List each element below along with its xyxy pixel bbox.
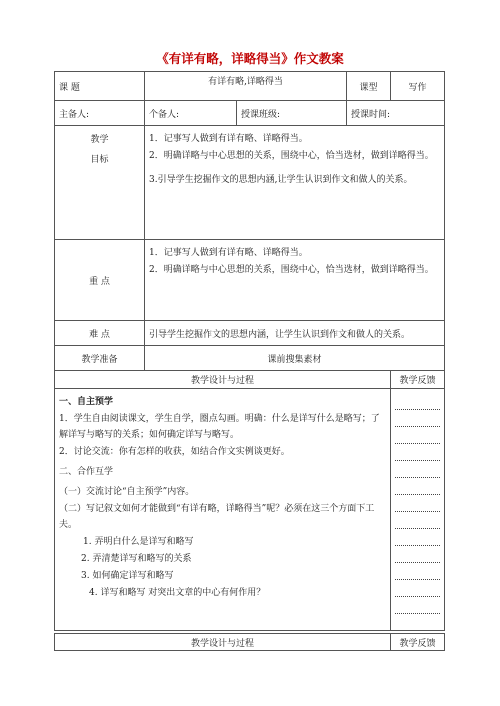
prep-label: 教学准备 xyxy=(55,346,145,371)
paragraph: （二）写记叙文如何才能做到“有详有略，详略得当”呢？必须在这三个方面下工夫。 xyxy=(59,504,375,530)
time-label: 授课时间: xyxy=(347,101,445,126)
feedback-area xyxy=(391,389,445,631)
document-title: 《有详有略，详略得当》作文教案 xyxy=(156,51,344,66)
prep-row xyxy=(55,346,445,371)
lesson-plan-table xyxy=(54,71,445,631)
feedback-line xyxy=(395,495,440,512)
design-header-row xyxy=(55,371,445,389)
design-content-row xyxy=(55,389,445,631)
goals-label-line2: 目标 xyxy=(90,155,109,165)
feedback-line xyxy=(395,512,440,529)
chief-prep-label: 主备人: xyxy=(55,101,145,126)
difficulty-row xyxy=(55,321,445,346)
individual-prep-label: 个备人: xyxy=(145,101,237,126)
topic-row xyxy=(55,72,445,101)
goals-label-line1: 教学 xyxy=(90,135,109,145)
class-label: 授课班级: xyxy=(237,101,347,126)
prep-persons-row xyxy=(55,101,445,126)
feedback-line xyxy=(395,410,440,427)
feedback-line xyxy=(395,461,440,478)
feedback-line xyxy=(395,427,440,444)
section-heading: 一、自主预学 xyxy=(59,397,114,407)
goals-content xyxy=(145,126,445,240)
topic-label: 课 题 xyxy=(55,72,145,101)
list-item: 4. 详写和略写 对突出文章的中心有何作用？ xyxy=(89,588,266,598)
design-content xyxy=(55,389,391,631)
next-page-table xyxy=(54,633,445,651)
feedback-line xyxy=(395,478,440,495)
paragraph: 1．学生自由阅读课文，学生自学，圈点勾画。明确：什么是详写什么是略写；了解详写与略写的关系；如何确定详写与略写。 xyxy=(59,414,380,440)
key-label: 重 点 xyxy=(55,240,145,321)
prep-value: 课前搜集素材 xyxy=(145,346,445,371)
paragraph: 2．讨论交流：你有怎样的收获，如结合作文实例谈更好。 xyxy=(59,447,290,457)
key-row xyxy=(55,240,445,321)
feedback-line xyxy=(395,580,440,597)
next-header-row xyxy=(55,634,445,651)
goals-label xyxy=(55,126,145,240)
design-header: 教学设计与过程 xyxy=(55,371,391,389)
feedback-line xyxy=(395,563,440,580)
difficulty-value: 引导学生挖掘作文的思想内涵，让学生认识到作文和做人的关系。 xyxy=(145,321,445,346)
section-heading: 二、合作互学 xyxy=(59,467,114,477)
type-value: 写作 xyxy=(391,72,445,101)
goal-item: 2．明确详略与中心思想的关系，围绕中心，恰当选材，做到详略得当。 xyxy=(149,151,434,161)
topic-value: 有详有略,详略得当 xyxy=(145,72,347,101)
paragraph: （一）交流讨论“自主预学”内容。 xyxy=(59,487,195,497)
feedback-header: 教学反馈 xyxy=(391,371,445,389)
feedback-line xyxy=(395,597,440,614)
goals-row xyxy=(55,126,445,240)
feedback-line xyxy=(395,529,440,546)
list-item: 3. 如何确定详写和略写 xyxy=(81,571,174,581)
key-item: 2．明确详略与中心思想的关系，围绕中心，恰当选材，做到详略得当。 xyxy=(149,265,434,275)
type-label: 课型 xyxy=(347,72,391,101)
feedback-line xyxy=(395,546,440,563)
goal-item: 3.引导学生挖掘作文的思想内涵,让学生认识到作文和做人的关系。 xyxy=(149,175,413,185)
goal-item: 1．记事写人做到有详有略、详略得当。 xyxy=(149,134,308,144)
next-design-header: 教学设计与过程 xyxy=(55,634,391,651)
list-item: 2. 弄清楚详写和略写的关系 xyxy=(81,554,192,564)
next-feedback-header: 教学反馈 xyxy=(391,634,445,651)
key-item: 1．记事写人做到有详有略、详略得当。 xyxy=(149,248,308,258)
key-content xyxy=(145,240,445,321)
list-item: 1. 弄明白什么是详写和略写 xyxy=(83,537,194,547)
feedback-line xyxy=(395,444,440,461)
feedback-line xyxy=(395,393,440,410)
difficulty-label: 难 点 xyxy=(55,321,145,346)
